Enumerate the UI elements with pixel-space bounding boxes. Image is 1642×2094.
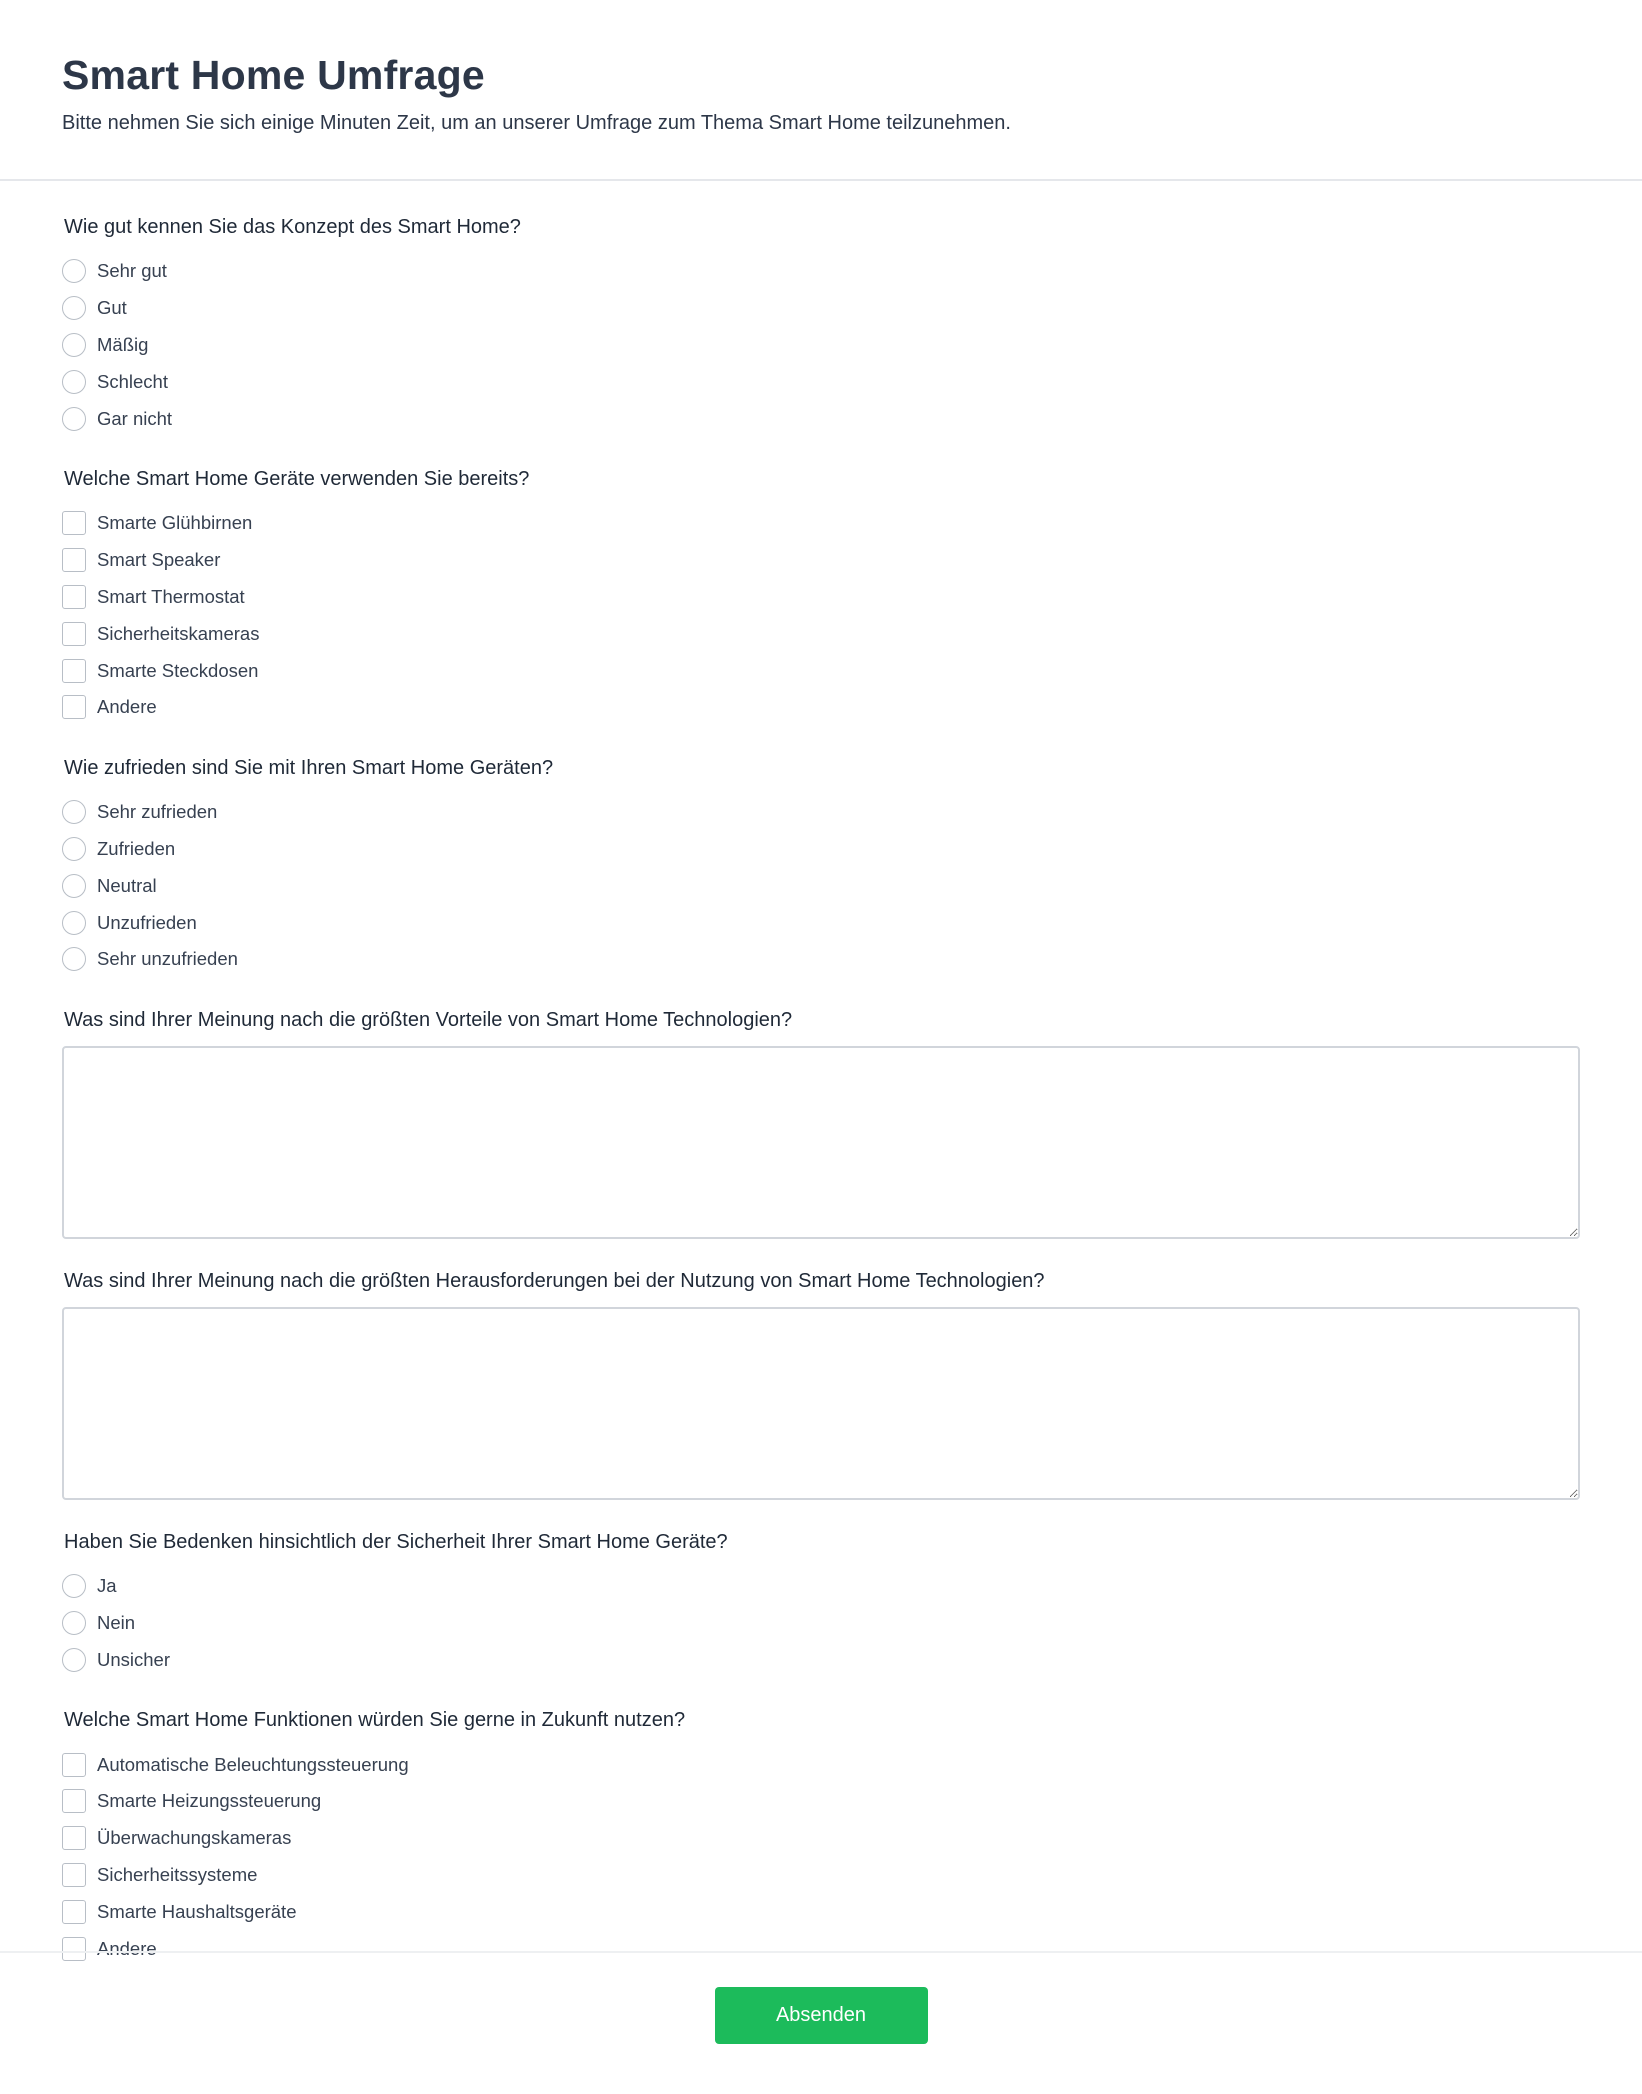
- question-label: Wie gut kennen Sie das Konzept des Smart Home?: [64, 216, 521, 238]
- checkbox[interactable]: [62, 659, 86, 683]
- radio-option[interactable]: [62, 363, 1580, 400]
- checkbox[interactable]: [62, 1826, 86, 1850]
- checkbox-option[interactable]: [62, 1893, 1580, 1930]
- option-label: Sicherheitskameras: [97, 622, 260, 644]
- radio-option[interactable]: [62, 253, 1580, 290]
- checkbox[interactable]: [62, 1753, 86, 1777]
- question-4: [62, 1006, 1580, 1239]
- submit-button[interactable]: Absenden: [715, 1987, 928, 2044]
- option-label: Nein: [97, 1611, 136, 1633]
- checkbox[interactable]: [62, 511, 86, 535]
- checkbox[interactable]: [62, 585, 86, 609]
- question-1: [62, 213, 1580, 437]
- survey-form: [0, 181, 1642, 1967]
- option-label: Andere: [97, 1937, 157, 1959]
- checkbox-option[interactable]: [62, 1857, 1580, 1894]
- radio-button[interactable]: [62, 333, 86, 357]
- question-7: [62, 1706, 1580, 1967]
- question-label: Haben Sie Bedenken hinsichtlich der Sicherheit Ihrer Smart Home Geräte?: [64, 1530, 728, 1553]
- option-label: Sehr gut: [97, 260, 167, 282]
- option-label: Unzufrieden: [97, 911, 197, 933]
- option-label: Andere: [97, 696, 157, 718]
- option-label: Überwachungskameras: [97, 1827, 292, 1849]
- radio-button[interactable]: [62, 911, 86, 935]
- option-label: Smarte Heizungssteuerung: [97, 1790, 322, 1812]
- answer-textarea[interactable]: [62, 1307, 1580, 1500]
- radio-option[interactable]: [62, 831, 1580, 868]
- radio-option[interactable]: [62, 941, 1580, 978]
- radio-option[interactable]: [62, 1641, 1580, 1678]
- option-label: Sehr unzufrieden: [97, 948, 238, 970]
- checkbox-option[interactable]: [62, 652, 1580, 689]
- radio-button[interactable]: [62, 1611, 86, 1635]
- option-label: Ja: [97, 1575, 117, 1597]
- radio-button[interactable]: [62, 296, 86, 320]
- radio-button[interactable]: [62, 1574, 86, 1598]
- checkbox-option[interactable]: [62, 1783, 1580, 1820]
- checkbox-option[interactable]: [62, 615, 1580, 652]
- option-label: Smarte Haushaltsgeräte: [97, 1900, 297, 1922]
- page-title: Smart Home Umfrage: [62, 52, 485, 98]
- radio-button[interactable]: [62, 837, 86, 861]
- checkbox-option[interactable]: [62, 505, 1580, 542]
- option-label: Smarte Steckdosen: [97, 659, 259, 681]
- option-label: Unsicher: [97, 1648, 170, 1670]
- radio-option[interactable]: [62, 904, 1580, 941]
- option-label: Mäßig: [97, 333, 149, 355]
- checkbox[interactable]: [62, 1900, 86, 1924]
- option-label: Gut: [97, 297, 127, 319]
- option-label: Sicherheitssysteme: [97, 1863, 258, 1885]
- question-5: [62, 1267, 1580, 1500]
- radio-option[interactable]: [62, 867, 1580, 904]
- checkbox-option[interactable]: [62, 1746, 1580, 1783]
- form-footer: [0, 1951, 1642, 2094]
- radio-option[interactable]: [62, 1605, 1580, 1642]
- radio-button[interactable]: [62, 370, 86, 394]
- checkbox-option[interactable]: [62, 542, 1580, 579]
- answer-textarea[interactable]: [62, 1046, 1580, 1239]
- radio-option[interactable]: [62, 400, 1580, 437]
- question-label: Wie zufrieden sind Sie mit Ihren Smart Home Geräten?: [64, 756, 554, 779]
- option-label: Gar nicht: [97, 407, 173, 429]
- question-label: Welche Smart Home Funktionen würden Sie gerne in Zukunft nutzen?: [64, 1709, 686, 1732]
- option-label: Automatische Beleuchtungssteuerung: [97, 1753, 409, 1775]
- checkbox-option[interactable]: [62, 1820, 1580, 1857]
- checkbox-option[interactable]: [62, 579, 1580, 616]
- radio-button[interactable]: [62, 800, 86, 824]
- option-label: Smart Thermostat: [97, 585, 245, 607]
- option-label: Sehr zufrieden: [97, 801, 218, 823]
- question-6: [62, 1528, 1580, 1678]
- radio-button[interactable]: [62, 1648, 86, 1672]
- option-label: Schlecht: [97, 370, 168, 392]
- radio-button[interactable]: [62, 407, 86, 431]
- checkbox-option[interactable]: [62, 689, 1580, 726]
- radio-button[interactable]: [62, 874, 86, 898]
- question-label: Was sind Ihrer Meinung nach die größten Vorteile von Smart Home Technologien?: [64, 1008, 793, 1031]
- radio-option[interactable]: [62, 327, 1580, 364]
- question-label: Welche Smart Home Geräte verwenden Sie bereits?: [64, 467, 530, 490]
- option-label: Zufrieden: [97, 837, 176, 859]
- question-2: [62, 465, 1580, 726]
- option-label: Smarte Glühbirnen: [97, 512, 253, 534]
- radio-button[interactable]: [62, 259, 86, 283]
- radio-button[interactable]: [62, 947, 86, 971]
- question-label: Was sind Ihrer Meinung nach die größten Herausforderungen bei der Nutzung von Smart Home Technologien?: [64, 1269, 1045, 1292]
- checkbox[interactable]: [62, 622, 86, 646]
- page-subtitle: Bitte nehmen Sie sich einige Minuten Zeit, um an unserer Umfrage zum Thema Smart Home teilzunehmen.: [62, 112, 1011, 134]
- checkbox[interactable]: [62, 1789, 86, 1813]
- checkbox[interactable]: [62, 695, 86, 719]
- option-label: Neutral: [97, 874, 157, 896]
- checkbox[interactable]: [62, 548, 86, 572]
- radio-option[interactable]: [62, 1568, 1580, 1605]
- radio-option[interactable]: [62, 290, 1580, 327]
- option-label: Smart Speaker: [97, 549, 221, 571]
- question-3: [62, 754, 1580, 978]
- checkbox[interactable]: [62, 1863, 86, 1887]
- survey-header: [0, 0, 1642, 181]
- radio-option[interactable]: [62, 794, 1580, 831]
